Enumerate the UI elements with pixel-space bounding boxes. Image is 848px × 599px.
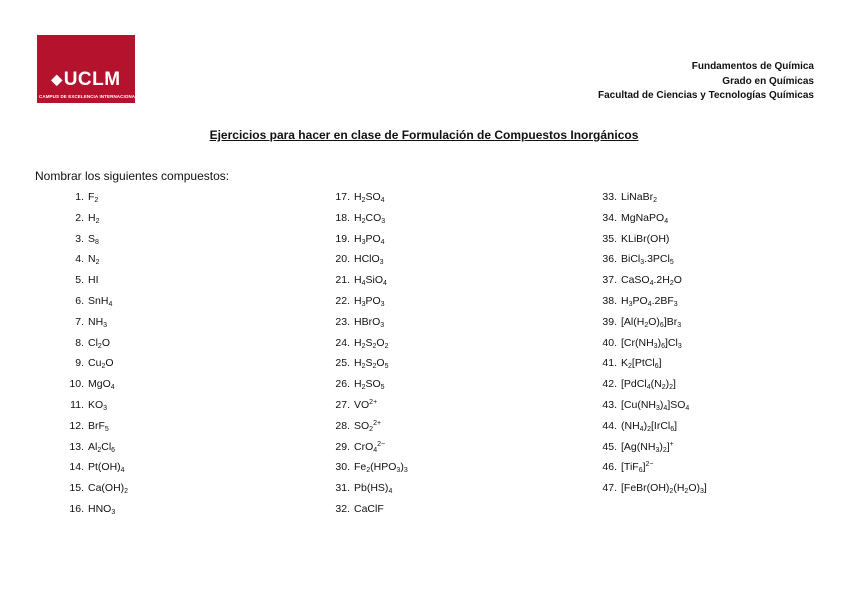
exercise-number: 16. — [69, 502, 84, 515]
exercise-number: 47. — [602, 482, 617, 495]
chemical-formula: $N_2$ — [88, 253, 100, 267]
exercise-item — [334, 229, 408, 250]
chemical-formula: $Ca(OH)_2$ — [88, 482, 129, 496]
exercise-column-3 — [601, 187, 707, 499]
exercise-item — [601, 208, 707, 229]
exercise-number: 24. — [335, 336, 350, 349]
exercise-item — [60, 437, 128, 458]
uclm-logo — [37, 35, 138, 103]
exercise-number: 6. — [75, 294, 84, 307]
exercise-number: 38. — [602, 294, 617, 307]
exercise-number: 15. — [69, 482, 84, 495]
exercise-number: 14. — [69, 461, 84, 474]
chemical-formula: MgO$_4$ — [88, 378, 115, 392]
exercise-item — [60, 457, 128, 478]
exercise-number: 4. — [75, 253, 84, 266]
exercise-item — [334, 312, 408, 333]
degree-name: Grado en Químicas — [722, 75, 814, 87]
chemical-formula: CrO$_4^{2-}$ — [354, 440, 386, 454]
chemical-formula: SnH$_4$ — [88, 294, 113, 308]
chemical-formula: $H_4SiO_4$ — [354, 274, 387, 288]
chemical-formula: HClO$_3$ — [354, 253, 384, 267]
exercise-number: 28. — [335, 419, 350, 432]
exercise-number: 8. — [75, 336, 84, 349]
chemical-formula: $[TiF_6]^{2-}$ — [621, 461, 654, 475]
exercise-item — [601, 229, 707, 250]
exercise-item — [60, 249, 128, 270]
chemical-formula: $Cl_2O$ — [88, 336, 110, 350]
exercise-item — [60, 270, 128, 291]
chemical-formula: $Cu_2O$ — [88, 357, 114, 371]
instructions: Nombrar los siguientes compuestos: — [35, 169, 230, 183]
exercise-item — [334, 416, 408, 437]
faculty-name: Facultad de Ciencias y Tecnologías Químicas — [598, 90, 814, 101]
exercise-number: 12. — [69, 419, 84, 432]
course-name: Fundamentos de Química — [691, 61, 814, 72]
chemical-formula: $K_2[PtCl_6]$ — [621, 357, 662, 371]
chemical-formula: $[PdCl_4(N_2)_2]$ — [621, 378, 676, 392]
exercise-number: 32. — [335, 502, 350, 515]
exercise-number: 42. — [602, 378, 617, 391]
exercise-number: 36. — [602, 253, 617, 266]
exercise-item — [60, 499, 128, 520]
exercise-number: 10. — [69, 378, 84, 391]
chemical-formula: $F_2$ — [88, 191, 99, 204]
exercise-item — [334, 457, 408, 478]
exercise-number: 19. — [335, 232, 350, 245]
exercise-item — [601, 353, 707, 374]
chemical-formula: $H_2SO_4$ — [354, 191, 385, 204]
exercise-number: 37. — [602, 274, 617, 287]
exercise-item — [60, 291, 128, 312]
exercise-item — [60, 353, 128, 374]
logo-subtitle: CAMPUS DE EXCELENCIA INTERNACIONAL — [39, 94, 138, 99]
chemical-formula: $S_8$ — [88, 232, 99, 246]
chemical-formula: $Pb(HS)_4$ — [354, 482, 393, 496]
chemical-formula: $[Cu(NH_3)_4]SO_4$ — [621, 398, 690, 412]
exercise-item — [601, 374, 707, 395]
chemical-formula: $H_3PO_3$ — [354, 294, 385, 308]
chemical-formula: $(NH_4)_2[IrCl_6]$ — [621, 419, 678, 433]
exercise-item — [334, 437, 408, 458]
exercise-item — [334, 270, 408, 291]
exercise-item — [60, 312, 128, 333]
exercise-number: 22. — [335, 294, 350, 307]
exercise-number: 39. — [602, 315, 617, 328]
chemical-formula: HBrO$_3$ — [354, 315, 385, 329]
exercise-number: 7. — [75, 315, 84, 328]
exercise-number: 3. — [75, 232, 84, 245]
chemical-formula: $[Cr(NH_3)_6]Cl_3$ — [621, 336, 682, 350]
exercise-number: 41. — [602, 357, 617, 370]
chemical-formula: $H_3PO_4.2BF_3$ — [621, 294, 678, 308]
exercise-number: 33. — [602, 191, 617, 203]
chemical-formula: $H_2$ — [88, 211, 100, 225]
exercise-number: 29. — [335, 440, 350, 453]
exercise-number: 17. — [335, 191, 350, 203]
chemical-formula: $Al_2Cl_6$ — [88, 440, 116, 454]
exercise-item — [60, 229, 128, 250]
exercise-number: 43. — [602, 398, 617, 411]
chemical-formula: $H_3PO_4$ — [354, 232, 385, 246]
exercise-item — [334, 499, 408, 520]
exercise-number: 20. — [335, 253, 350, 266]
chemical-formula: $H_2S_2O_5$ — [354, 357, 389, 371]
exercise-number: 21. — [335, 274, 350, 287]
exercise-item — [334, 187, 408, 208]
chemical-formula: $[FeBr(OH)_2(H_2O)_3]$ — [621, 482, 707, 496]
exercise-item — [601, 437, 707, 458]
exercise-number: 31. — [335, 482, 350, 495]
chemical-formula: $H_2CO_3$ — [354, 211, 386, 225]
exercise-number: 5. — [75, 274, 84, 287]
chemical-formula: CaClF — [354, 502, 384, 515]
exercise-number: 1. — [75, 191, 84, 203]
chemical-formula: $[Ag(NH_3)_2]^+$ — [621, 440, 674, 454]
exercise-item — [601, 333, 707, 354]
chemical-formula: $Pt(OH)_4$ — [88, 461, 125, 475]
chemical-formula: $H_2S_2O_2$ — [354, 336, 389, 350]
exercise-number: 18. — [335, 211, 350, 224]
chemical-formula: $Fe_2(HPO_3)_3$ — [354, 461, 408, 475]
exercise-number: 40. — [602, 336, 617, 349]
chemical-formula: KLiBr(OH) — [621, 232, 670, 245]
exercise-item — [601, 249, 707, 270]
exercise-item — [60, 395, 128, 416]
chemical-formula: $HNO_3$ — [88, 502, 116, 516]
exercise-item — [601, 270, 707, 291]
exercise-item — [334, 478, 408, 499]
chemical-formula: $SO_2^{2+}$ — [354, 419, 382, 433]
exercise-column-2 — [334, 187, 408, 520]
exercise-number: 34. — [602, 211, 617, 224]
chemical-formula: $CaSO_4.2H_2O$ — [621, 274, 682, 288]
exercise-column-1 — [60, 187, 128, 520]
page-title: Ejercicios para hacer en clase de Formulación de Compuestos Inorgánicos — [209, 128, 639, 142]
exercise-item — [60, 374, 128, 395]
exercise-item — [334, 353, 408, 374]
exercise-number: 45. — [602, 440, 617, 453]
exercise-number: 30. — [335, 461, 350, 474]
exercise-number: 13. — [69, 440, 84, 453]
document-header — [598, 60, 814, 104]
chemical-formula: $[Al(H_2O)_6]Br_3$ — [621, 315, 682, 329]
chemical-formula: BrF$_5$ — [88, 419, 109, 433]
chemical-formula: $H_2SO_5$ — [354, 378, 385, 392]
exercise-item — [601, 187, 707, 208]
exercise-item — [334, 291, 408, 312]
exercise-item — [601, 478, 707, 499]
chemical-formula: $NH_3$ — [88, 315, 108, 329]
exercise-number: 2. — [75, 211, 84, 224]
exercise-item — [60, 416, 128, 437]
exercise-number: 9. — [75, 357, 84, 370]
exercise-number: 46. — [602, 461, 617, 474]
exercise-item — [334, 208, 408, 229]
diamond-icon: ◆ — [51, 71, 63, 87]
exercise-item — [601, 312, 707, 333]
exercise-item — [60, 187, 128, 208]
exercise-item — [601, 457, 707, 478]
exercise-item — [601, 395, 707, 416]
chemical-formula: $VO^{2+}$ — [354, 398, 378, 411]
exercise-number: 23. — [335, 315, 350, 328]
chemical-formula: MgNaPO$_4$ — [621, 211, 669, 225]
exercise-item — [334, 374, 408, 395]
exercise-item — [601, 416, 707, 437]
chemical-formula: $KO_3$ — [88, 398, 108, 412]
chemical-formula: LiNaBr$_2$ — [621, 191, 658, 204]
exercise-item — [60, 333, 128, 354]
exercise-number: 25. — [335, 357, 350, 370]
logo-name: UCLM — [63, 69, 121, 90]
exercise-item — [60, 478, 128, 499]
chemical-formula: HI — [88, 274, 99, 287]
exercise-number: 35. — [602, 232, 617, 245]
exercise-item — [334, 333, 408, 354]
exercise-number: 27. — [335, 398, 350, 411]
exercise-item — [601, 291, 707, 312]
chemical-formula: BiCl$_3$.3PCl$_5$ — [621, 253, 674, 267]
exercise-item — [334, 395, 408, 416]
exercise-number: 44. — [602, 419, 617, 432]
exercise-number: 26. — [335, 378, 350, 391]
exercise-item — [60, 208, 128, 229]
exercise-item — [334, 249, 408, 270]
exercise-number: 11. — [70, 398, 84, 411]
